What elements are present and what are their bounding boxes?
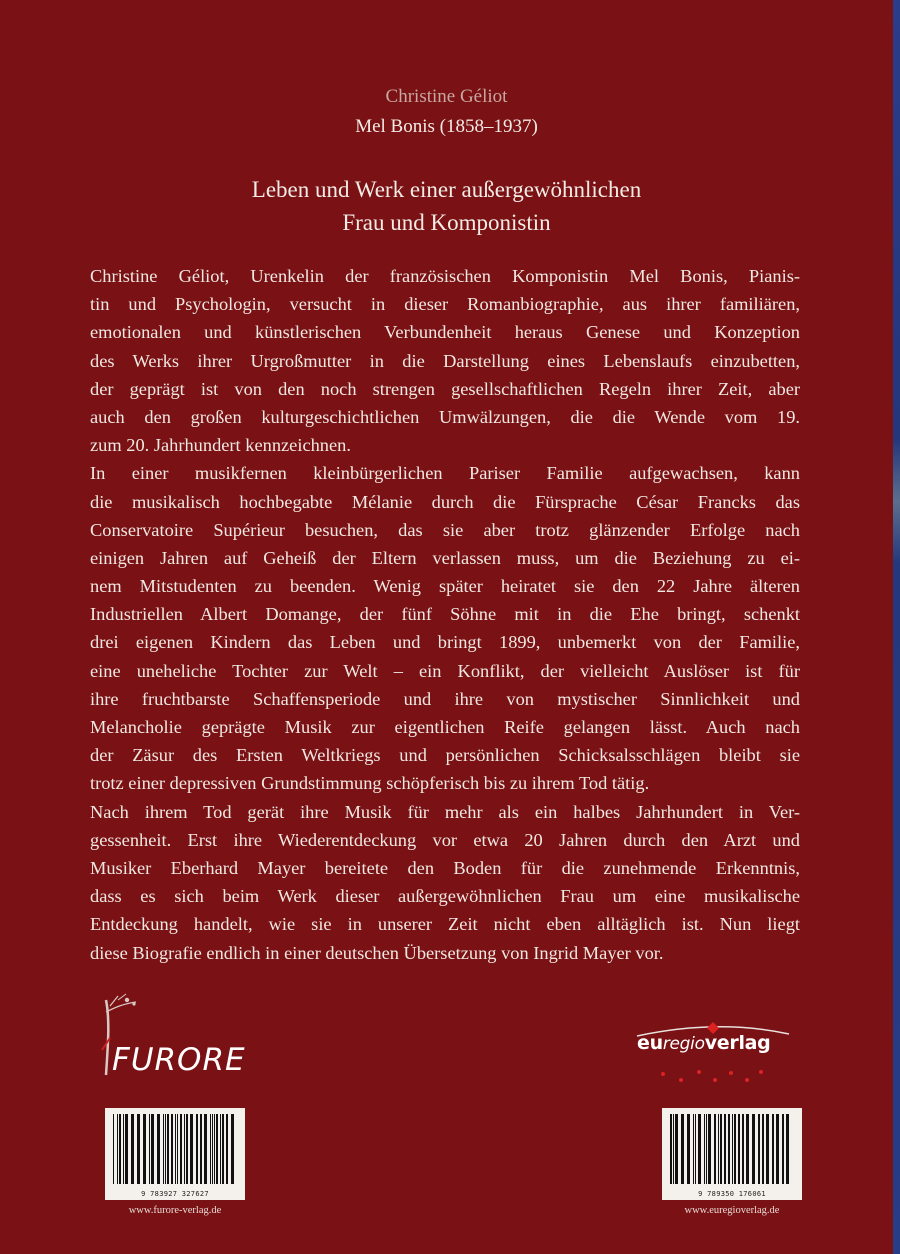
blurb-line: ihre fruchtbarste Schaffensperiode und ihre von mystischer Sinnlichkeit und (90, 688, 800, 709)
blurb-line: Musiker Eberhard Mayer bereitete den Boden für die zunehmende Erkenntnis, (90, 857, 800, 878)
euregio-logo-text (637, 1032, 770, 1054)
barcode-right (662, 1108, 802, 1200)
blurb-line: dass es sich beim Werk dieser außergewöhnlichen Frau um eine musikalische (90, 886, 800, 907)
cover-edge (893, 0, 900, 1254)
blurb-line: auch den großen kulturgeschichtlichen Umwälzungen, die die Wende vom 19. (90, 406, 800, 427)
blurb-text (90, 262, 800, 967)
blurb-line: emotionalen und künstlerischen Verbundenheit heraus Genese und Konzeption (90, 322, 800, 343)
isbn-right: 9 789350 176061 (698, 1190, 766, 1198)
blurb-line: die musikalisch hochbegabte Mélanie durch die Fürsprache César Francks das (90, 491, 800, 512)
blurb-line: In einer musikfernen kleinbürgerlichen Pariser Familie aufgewachsen, kann (90, 463, 800, 484)
blurb-line: Christine Géliot, Urenkelin der französischen Komponistin Mel Bonis, Pianis- (90, 266, 800, 286)
euregio-logo-text-verlag: verlag (704, 1032, 771, 1054)
barcode-icon (111, 1114, 239, 1184)
isbn-left: 9 783927 327627 (141, 1190, 209, 1198)
blurb-line: Industriellen Albert Domange, der fünf Söhne mit in die Ehe bringt, schenkt (90, 604, 800, 625)
subtitle-line-1: Leben und Werk einer außergewöhnlichen (251, 177, 642, 202)
furore-url: www.furore-verlag.de (128, 1205, 222, 1216)
blurb-line: der Zäsur des Ersten Weltkriegs und persönlichen Schicksalsschlägen bleibt sie (90, 745, 800, 766)
blurb-line: Nach ihrem Tod gerät ihre Musik für mehr als ein halbes Jahrhundert in Ver- (90, 801, 800, 822)
euregio-url: www.euregioverlag.de (684, 1205, 780, 1216)
blurb-line: einigen Jahren auf Geheiß der Eltern verlassen muss, um die Beziehung zu ei- (90, 547, 800, 568)
blurb-line: zum 20. Jahrhundert kennzeichnen. (90, 435, 351, 456)
blurb-line: Conservatoire Supérieur besuchen, das sie aber trotz glänzender Erfolge nach (90, 519, 800, 540)
furore-logo-text: FURORE (112, 1042, 246, 1078)
book-subtitle (0, 173, 893, 239)
blurb-line: gessenheit. Erst ihre Wiederentdeckung vor etwa 20 Jahren durch den Arzt und (90, 829, 800, 850)
blurb-line: der geprägt ist von den noch strengen gesellschaftlichen Regeln ihrer Zeit, aber (90, 378, 800, 399)
blurb-line: trotz einer depressiven Grundstimmung schöpferisch bis zu ihrem Tod tätig. (90, 773, 650, 794)
author-name: Christine Géliot (385, 86, 508, 107)
barcode-left (105, 1108, 245, 1200)
blurb-line: tin und Psychologin, versucht in dieser Romanbiographie, aus ihrer familiären, (90, 294, 800, 315)
blurb-line: des Werks ihrer Urgroßmutter in die Darstellung eines Lebenslaufs einzubetten, (90, 350, 800, 371)
euregio-logo-text-regio: regio (662, 1034, 705, 1054)
blurb-line: nem Mitstudenten zu beenden. Wenig später heiratet sie den 22 Jahre älteren (90, 576, 800, 597)
blurb-line: diese Biografie endlich in einer deutschen Übersetzung von Ingrid Mayer vor. (90, 942, 664, 963)
blurb-line: drei eigenen Kindern das Leben und bringt 1899, unbemerkt von der Familie, (90, 632, 800, 653)
blurb-line: Melancholie geprägte Musik zur eigentlichen Reife gelangen lässt. Auch nach (90, 717, 800, 737)
subtitle-line-2: Frau und Komponistin (342, 210, 551, 235)
blurb-line: eine uneheliche Tochter zur Welt – ein Konflikt, der vielleicht Auslöser ist für (90, 660, 800, 681)
blurb-line: Entdeckung handelt, wie sie in unserer Zeit nicht eben alltäglich ist. Nun liegt (90, 914, 800, 935)
euregio-logo-text-eu: eu (637, 1032, 663, 1054)
barcode-icon (668, 1114, 796, 1184)
book-title: Mel Bonis (1858–1937) (355, 116, 538, 137)
